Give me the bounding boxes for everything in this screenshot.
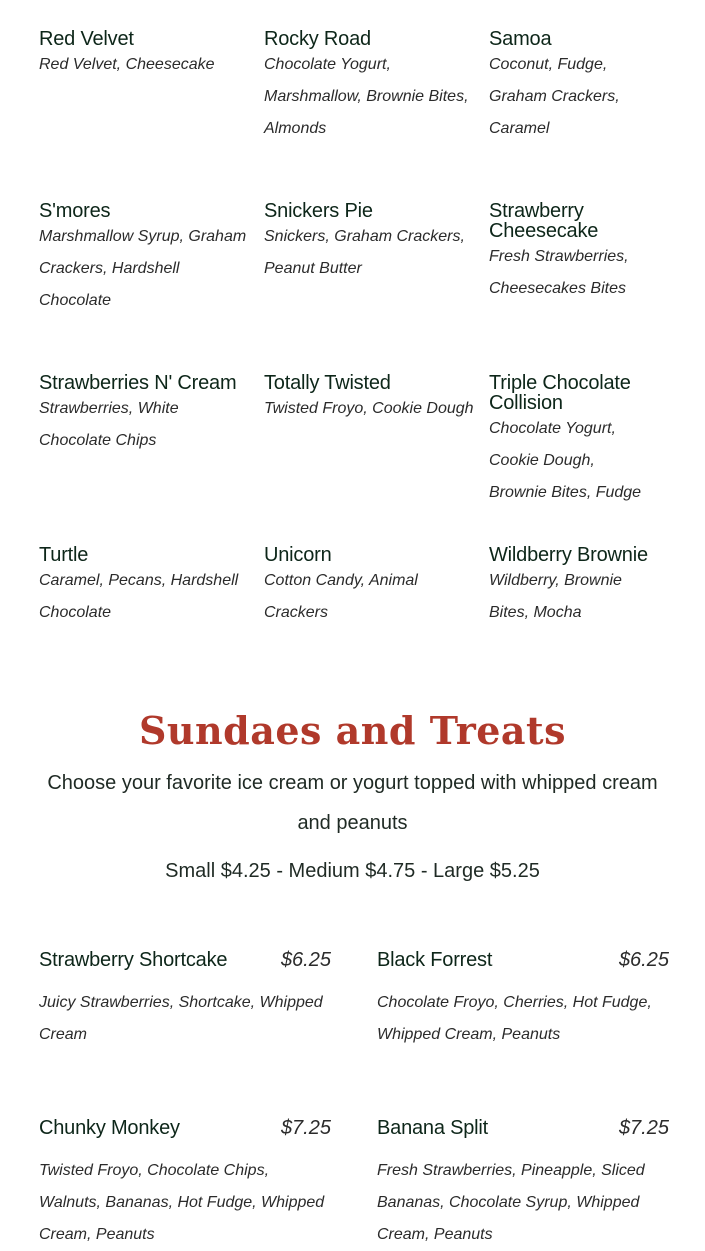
treat-price: $6.25 <box>280 949 331 971</box>
menu-item-desc: Strawberries, White Chocolate Chips <box>39 400 179 449</box>
menu-item-strawberries-n-cream <box>39 371 264 543</box>
menu-item-name: S'mores <box>39 200 111 222</box>
menu-item-unicorn <box>264 543 489 715</box>
menu-item-desc: Fresh Strawberries, Cheesecakes Bites <box>489 248 629 297</box>
treat-name: Strawberry Shortcake <box>39 949 228 971</box>
sundaes-size-prices: Small $4.25 - Medium $4.75 - Large $5.25 <box>165 860 540 882</box>
treat-name: Chunky Monkey <box>39 1117 180 1139</box>
menu-item-name: Turtle <box>39 544 89 566</box>
menu-item-name: Red Velvet <box>39 28 134 50</box>
menu-item-desc: Caramel, Pecans, Hardshell Chocolate <box>39 572 239 621</box>
treat-desc: Juicy Strawberries, Shortcake, Whipped Cream <box>39 994 323 1043</box>
menu-item-red-velvet <box>39 27 264 199</box>
treat-chunky-monkey <box>39 1115 331 1251</box>
menu-item-name: Strawberry Cheesecake <box>489 200 599 242</box>
menu-item-name: Samoa <box>489 28 552 50</box>
menu-item-desc: Marshmallow Syrup, Graham Crackers, Hardshell Chocolate <box>39 228 247 309</box>
menu-item-desc: Chocolate Yogurt, Marshmallow, Brownie Bites, Almonds <box>264 56 469 137</box>
treat-name: Banana Split <box>377 1117 489 1139</box>
menu-item-name: Strawberries N' Cream <box>39 372 237 394</box>
menu-item-rocky-road <box>264 27 489 199</box>
menu-item-strawberry-cheesecake <box>489 199 669 371</box>
menu-item-desc: Snickers, Graham Crackers, Peanut Butter <box>264 228 465 277</box>
treat-header <box>377 947 669 973</box>
menu-item-name: Totally Twisted <box>264 372 391 394</box>
treat-name: Black Forrest <box>377 949 493 971</box>
menu-item-samoa <box>489 27 669 199</box>
menu-item-desc: Red Velvet, Cheesecake <box>39 56 215 73</box>
menu-item-name: Unicorn <box>264 544 332 566</box>
menu-item-name: Triple Chocolate Collision <box>489 372 631 414</box>
treat-banana-split <box>377 1115 669 1251</box>
menu-item-desc: Wildberry, Brownie Bites, Mocha <box>489 572 622 621</box>
menu-item-name: Wildberry Brownie <box>489 544 648 566</box>
menu-item-name: Rocky Road <box>264 28 371 50</box>
menu-item-smores <box>39 199 264 371</box>
menu-item-desc: Chocolate Yogurt, Cookie Dough, Brownie Bites, Fudge <box>489 420 642 501</box>
sundaes-section-title: Sundaes and Treats <box>138 708 567 753</box>
sundaes-intro-text: Choose your favorite ice cream or yogurt topped with whipped cream and peanuts <box>47 772 658 834</box>
treat-price: $7.25 <box>280 1117 331 1139</box>
menu-item-name: Snickers Pie <box>264 200 373 222</box>
menu-item-turtle <box>39 543 264 715</box>
treat-price: $6.25 <box>618 949 669 971</box>
treat-black-forrest <box>377 947 669 1051</box>
menu-item-desc: Cotton Candy, Animal Crackers <box>264 572 418 621</box>
menu-item-desc: Coconut, Fudge, Graham Crackers, Caramel <box>489 56 620 137</box>
menu-item-totally-twisted <box>264 371 489 543</box>
yogurt-menu-grid <box>39 27 669 715</box>
treat-price: $7.25 <box>618 1117 669 1139</box>
treat-strawberry-shortcake <box>39 947 331 1051</box>
treat-desc: Twisted Froyo, Chocolate Chips, Walnuts, Bananas, Hot Fudge, Whipped Cream, Peanuts <box>39 1162 325 1243</box>
menu-item-triple-chocolate-collision <box>489 371 669 543</box>
menu-item-wildberry-brownie <box>489 543 669 715</box>
menu-item-snickers-pie <box>264 199 489 371</box>
treat-header <box>377 1115 669 1141</box>
treat-desc: Chocolate Froyo, Cherries, Hot Fudge, Whipped Cream, Peanuts <box>377 994 652 1043</box>
menu-item-desc: Twisted Froyo, Cookie Dough <box>264 400 474 417</box>
treat-header <box>39 1115 331 1141</box>
treat-desc: Fresh Strawberries, Pineapple, Sliced Bananas, Chocolate Syrup, Whipped Cream, Peanuts <box>377 1162 645 1243</box>
treat-header <box>39 947 331 973</box>
